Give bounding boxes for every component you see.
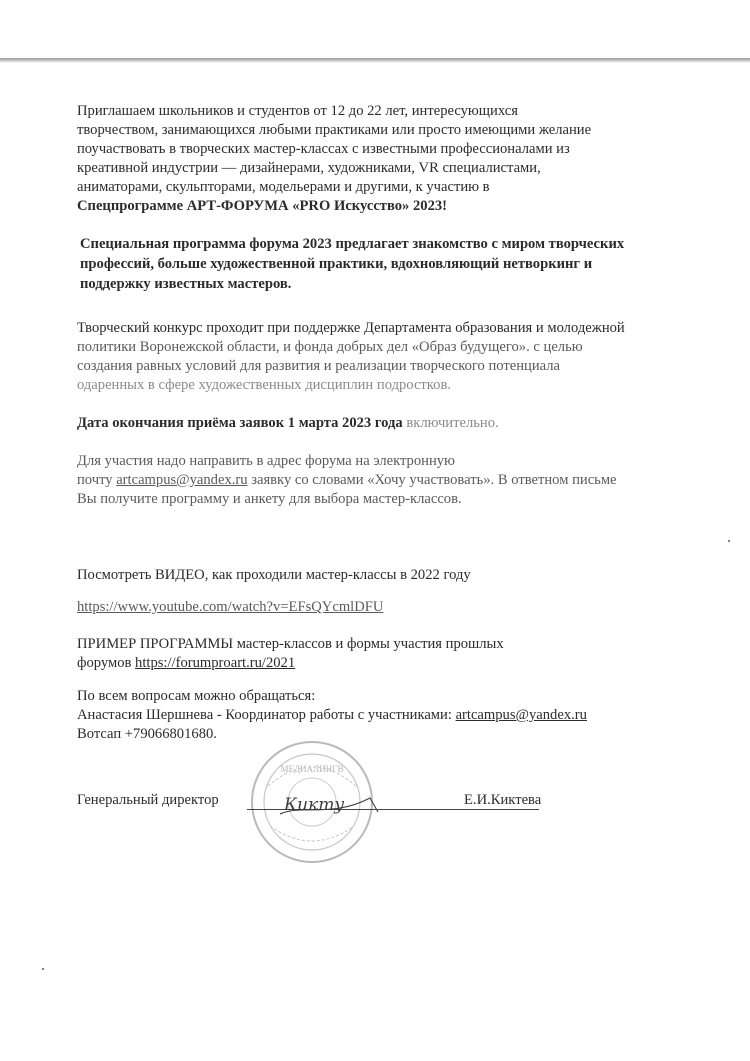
invitation-line-1: Приглашаем школьников и студентов от 12 до 22 лет, интересующихся xyxy=(77,103,518,119)
contacts-email-link[interactable]: artcampus@yandex.ru xyxy=(455,707,587,723)
deadline-paragraph xyxy=(77,414,727,433)
scan-speck xyxy=(42,968,44,970)
video-label-text: Посмотреть ВИДЕО, как проходили мастер-классы в 2022 году xyxy=(77,567,471,583)
contacts-paragraph xyxy=(77,687,727,744)
video-label xyxy=(77,566,727,585)
participation-line-2-pre: почту xyxy=(77,472,117,488)
deadline-date: Дата окончания приёма заявок 1 марта 2023 года xyxy=(77,415,403,431)
handwritten-signature xyxy=(272,784,392,822)
invitation-paragraph xyxy=(77,102,727,216)
program-line-3: поддержку известных мастеров. xyxy=(80,276,292,292)
director-name: Е.И.Киктева xyxy=(464,792,542,808)
contest-line-4: одаренных в сфере художественных дисциплин подростков. xyxy=(77,377,451,393)
scan-edge-line xyxy=(0,58,750,63)
contacts-line-2-pre: Анастасия Шершнева - Координатор работы с участниками: xyxy=(77,707,456,723)
example-line-1: ПРИМЕР ПРОГРАММЫ мастер-классов и формы участия прошлых xyxy=(77,636,504,652)
example-url-link[interactable]: https://forumproart.ru/2021 xyxy=(135,655,296,671)
participation-line-3: Вы получите программу и анкету для выбора мастер-классов. xyxy=(77,491,462,507)
contacts-line-1: По всем вопросам можно обращаться: xyxy=(77,688,316,704)
director-title: Генеральный директор xyxy=(77,792,219,808)
participation-line-2-post: заявку со словами «Хочу участвовать». В ответном письме xyxy=(247,472,617,488)
program-name-line: Спецпрограмме АРТ-ФОРУМА «PRO Искусство» 2023! xyxy=(77,198,448,214)
example-line-2-pre: форумов xyxy=(77,655,136,671)
scan-speck xyxy=(728,540,730,542)
program-line-2: профессий, больше художественной практики, вдохновляющий нетворкинг и xyxy=(80,256,593,272)
example-paragraph xyxy=(77,635,727,673)
video-link-row xyxy=(77,598,727,617)
contest-line-1: Творческий конкурс проходит при поддержке Департамента образования и молодежной xyxy=(77,320,625,336)
participation-line-1: Для участия надо направить в адрес форума на электронную xyxy=(77,453,455,469)
contest-line-2: политики Воронежской области, и фонда добрых дел «Образ будущего». с целью xyxy=(77,339,583,355)
invitation-line-5: аниматорами, скульпторами, модельерами и другими, к участию в xyxy=(77,179,490,195)
stamp-text: МЕДИАЛИНГВ xyxy=(280,764,344,774)
signature-row xyxy=(77,792,727,816)
deadline-rest: включительно. xyxy=(402,415,499,431)
participation-email-link[interactable]: artcampus@yandex.ru xyxy=(116,472,248,488)
contacts-phone: Вотсап +79066801680. xyxy=(77,726,217,742)
program-description xyxy=(80,234,730,294)
participation-paragraph xyxy=(77,452,727,509)
invitation-line-4: креативной индустрии — дизайнерами, художниками, VR специалистами, xyxy=(77,160,541,176)
signature-handwriting: Кикту xyxy=(284,795,345,815)
contest-line-3: создания равных условий для развития и реализации творческого потенциала xyxy=(77,358,561,374)
video-url-link[interactable]: https://www.youtube.com/watch?v=EFsQYcmlDFU xyxy=(77,599,384,615)
contest-paragraph xyxy=(77,319,727,395)
program-line-1: Специальная программа форума 2023 предлагает знакомство с миром творческих xyxy=(80,236,625,252)
invitation-line-3: поучаствовать в творческих мастер-классах с известными профессионалами из xyxy=(77,141,570,157)
invitation-line-2: творчеством, занимающихся любыми практиками или просто имеющими желание xyxy=(77,122,592,138)
